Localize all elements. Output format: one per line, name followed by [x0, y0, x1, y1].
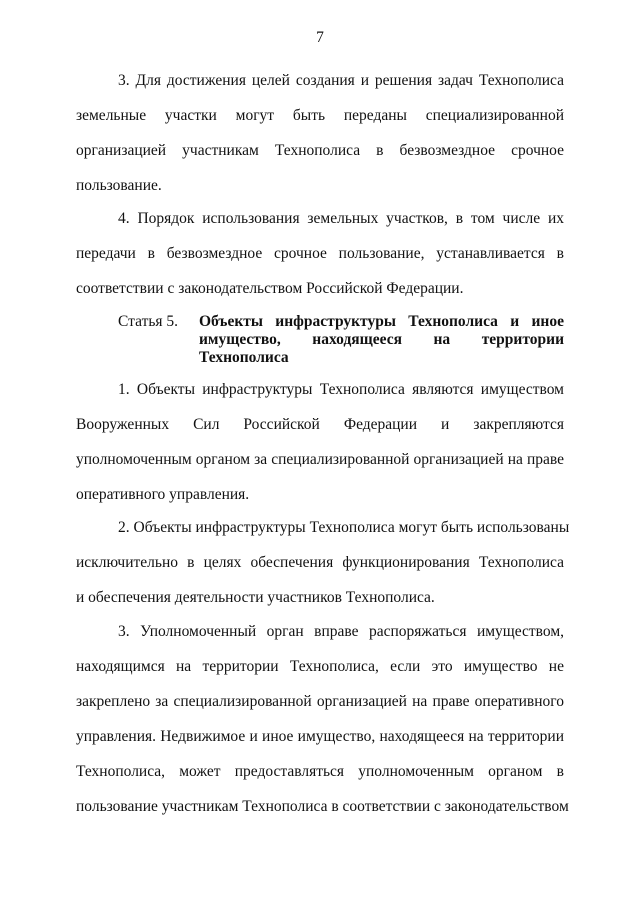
paragraph-line: закреплено за специализированной организацией на праве оперативного: [76, 693, 564, 710]
paragraph-line: Вооруженных Сил Российской Федерации и закрепляются: [76, 416, 564, 433]
paragraph-line: исключительно в целях обеспечения функционирования Технополиса: [76, 554, 564, 571]
paragraph-line: Технополиса, может предоставляться уполномоченным органом в: [76, 763, 564, 780]
paragraph-line: 2. Объекты инфраструктуры Технополиса могут быть использованы: [118, 519, 570, 536]
paragraph-line: соответствии с законодательством Российской Федерации.: [76, 280, 464, 297]
paragraph-line: 3. Для достижения целей создания и решения задач Технополиса: [118, 72, 564, 89]
article-title-line: Объекты инфраструктуры Технополиса и иное: [199, 313, 564, 330]
paragraph-line: 3. Уполномоченный орган вправе распоряжаться имуществом,: [118, 623, 564, 640]
paragraph-line: 1. Объекты инфраструктуры Технополиса являются имуществом: [118, 381, 564, 398]
article-title-line: имущество, находящееся на территории: [199, 331, 564, 348]
article-title-line: Технополиса: [199, 349, 289, 366]
paragraph-line: пользование участникам Технополиса в соответствии с законодательством: [76, 798, 569, 815]
paragraph-line: оперативного управления.: [76, 486, 250, 503]
paragraph-line: уполномоченным органом за специализированной организацией на праве: [76, 451, 564, 468]
article-number: Статья 5.: [118, 313, 179, 330]
paragraph-line: управления. Недвижимое и иное имущество, находящееся на территории: [76, 728, 564, 745]
page-number: 7: [316, 29, 324, 46]
paragraph-line: организацией участникам Технополиса в безвозмездное срочное: [76, 142, 564, 159]
paragraph-line: передачи в безвозмездное срочное пользование, устанавливается в: [76, 245, 564, 262]
paragraph-line: пользование.: [76, 177, 162, 194]
paragraph-line: находящимся на территории Технополиса, если это имущество не: [76, 658, 564, 675]
paragraph-line: 4. Порядок использования земельных участков, в том числе их: [118, 210, 564, 227]
paragraph-line: земельные участки могут быть переданы специализированной: [76, 107, 564, 124]
paragraph-line: и обеспечения деятельности участников Технополиса.: [76, 589, 435, 606]
